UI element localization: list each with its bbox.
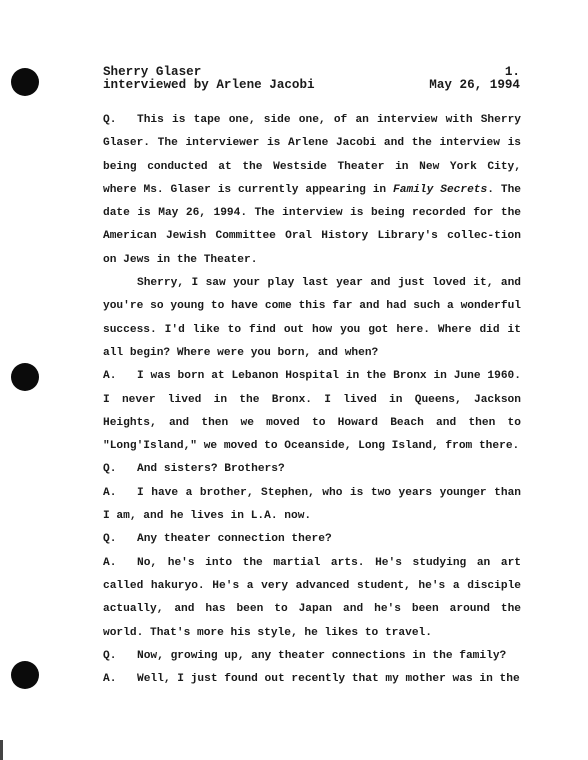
transcript-paragraph (103, 668, 521, 691)
paragraph-text: Sherry, I saw your play last year and just loved it, and you're so young to have come this far and had such a wonderful success. I'd like to find out how you got here. Where did it all begin? Where were you born, and when? (103, 277, 521, 359)
paragraph-text: No, he's into the martial arts. He's studying an art called hakuryo. He's a very advanced student, he's a disciple actually, and has been to Japan and he's been around the world. That's more his style, he likes to travel. (103, 556, 521, 639)
speaker-marker: Q. (103, 114, 117, 126)
punch-hole-bottom (11, 661, 39, 689)
transcript-body (103, 109, 521, 691)
transcript-paragraph (103, 552, 521, 645)
transcript-paragraph (103, 458, 521, 481)
punch-hole-middle (11, 363, 39, 391)
paragraph-text: And sisters? Brothers? (137, 463, 285, 476)
punch-hole-top (11, 68, 39, 96)
paragraph-text: I was born at Lebanon Hospital in the Bronx in June 1960. I never lived in the Bronx. I lived in Queens, Jackson Heights, and then we moved to Howard Beach and then to "Long'Island," we moved to Oceanside, Long Island, from there. (103, 370, 521, 453)
transcript-paragraph (103, 645, 521, 668)
transcript-paragraph (103, 482, 521, 529)
transcript-paragraph (103, 528, 521, 551)
transcript-paragraph (103, 365, 521, 458)
paragraph-text: I have a brother, Stephen, who is two years younger than I am, and he lives in L.A. now. (103, 486, 521, 523)
paragraph-text: . The date is May 26, 1994. The interview is being recorded for the American Jewish Committee Oral History Library's collec-tion on Jews in the Theater. (103, 183, 521, 266)
page-header (103, 66, 520, 92)
speaker-marker: A. (103, 673, 117, 686)
speaker-marker: Q. (103, 463, 117, 476)
transcript-paragraph (103, 109, 521, 272)
speaker-marker: Q. (103, 533, 117, 546)
speaker-marker: Q. (103, 649, 117, 662)
interviewer-line: interviewed by Arlene Jacobi (103, 78, 315, 92)
paragraph-text: Well, I just found out recently that my mother was in the (137, 673, 520, 686)
speaker-marker: A. (103, 370, 117, 383)
page-number: 1. (504, 65, 520, 79)
transcript-paragraph (103, 272, 521, 365)
paragraph-text: Now, growing up, any theater connections in the family? (137, 649, 507, 662)
play-title: Family Secrets (393, 183, 488, 196)
paragraph-text: This is tape one, side one, of an interview with Sherry Glaser. The interviewer is Arlene Jacobi and the interview is being conducted at the Westside Theater in New York City, where Ms. Glaser is currently appearing in (103, 114, 521, 196)
header-row-2 (103, 79, 520, 92)
speaker-marker: A. (103, 486, 117, 499)
scan-edge-mark (0, 740, 3, 760)
paragraph-text: Any theater connection there? (137, 533, 332, 546)
interviewee-name: Sherry Glaser (103, 65, 202, 79)
speaker-marker: A. (103, 556, 117, 569)
interview-date: May 26, 1994 (429, 78, 520, 92)
